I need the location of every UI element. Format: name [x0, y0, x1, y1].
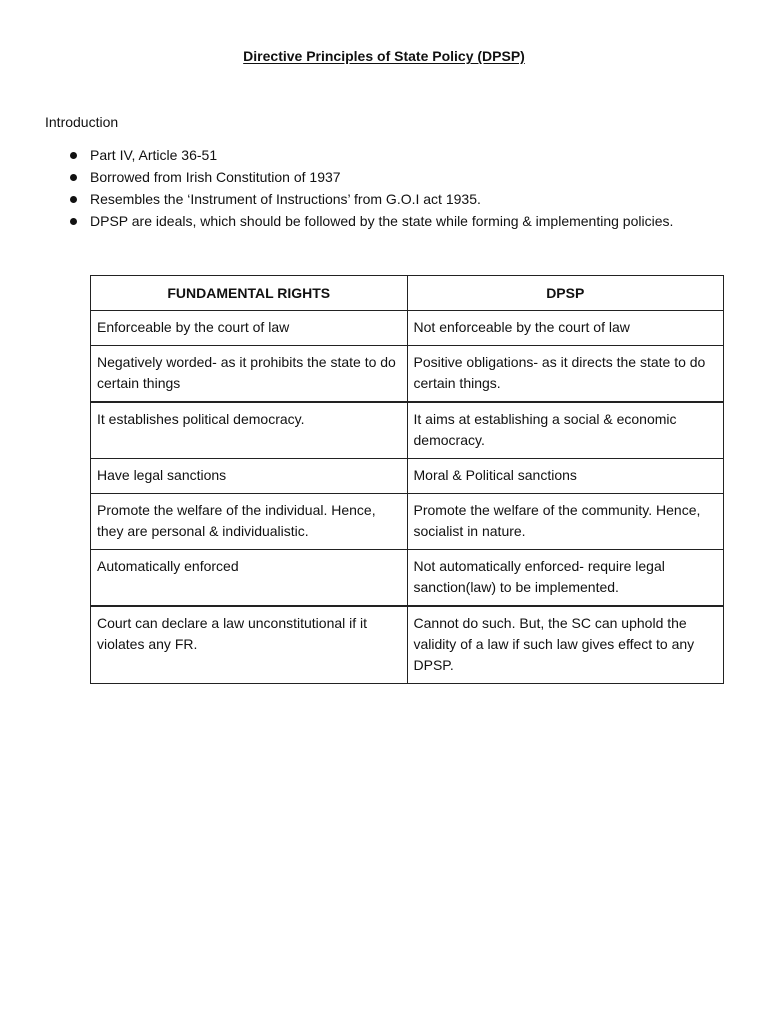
table-cell-dpsp: Positive obligations- as it directs the state to do certain things. [407, 346, 723, 403]
table-row [91, 311, 724, 346]
bullet-dot-icon [70, 196, 77, 203]
table-cell-fr: Automatically enforced [91, 550, 408, 607]
table-row [91, 459, 724, 494]
table-row [91, 494, 724, 550]
table-cell-dpsp: Promote the welfare of the community. Hence, socialist in nature. [407, 494, 723, 550]
table-row [91, 402, 724, 459]
column-header-fundamental-rights: FUNDAMENTAL RIGHTS [91, 276, 408, 311]
comparison-table [90, 275, 724, 684]
table-header-row [91, 276, 724, 311]
table-cell-dpsp: Cannot do such. But, the SC can uphold the validity of a law if such law gives effect to any DPSP. [407, 606, 723, 684]
bullet-item [45, 144, 673, 166]
table-cell-dpsp: It aims at establishing a social & economic democracy. [407, 402, 723, 459]
table-row [91, 346, 724, 403]
bullet-item [45, 166, 673, 188]
table-cell-fr: Court can declare a law unconstitutional if it violates any FR. [91, 606, 408, 684]
introduction-bullet-list [45, 144, 673, 232]
table-cell-dpsp: Moral & Political sanctions [407, 459, 723, 494]
table-cell-dpsp: Not automatically enforced- require legal sanction(law) to be implemented. [407, 550, 723, 607]
introduction-heading: Introduction [45, 114, 119, 130]
bullet-text: Resembles the ‘Instrument of Instructions’ from G.O.I act 1935. [90, 191, 481, 207]
bullet-item [45, 188, 673, 210]
bullet-text: Borrowed from Irish Constitution of 1937 [90, 169, 341, 185]
document-title: Directive Principles of State Policy (DPSP) [243, 48, 525, 64]
table-row [91, 550, 724, 607]
table-cell-fr: Negatively worded- as it prohibits the state to do certain things [91, 346, 408, 403]
table-cell-fr: It establishes political democracy. [91, 402, 408, 459]
bullet-item [45, 210, 673, 232]
table-cell-fr: Have legal sanctions [91, 459, 408, 494]
bullet-dot-icon [70, 174, 77, 181]
column-header-dpsp: DPSP [407, 276, 723, 311]
bullet-dot-icon [70, 152, 77, 159]
bullet-dot-icon [70, 218, 77, 225]
table-row [91, 606, 724, 684]
bullet-text: Part IV, Article 36-51 [90, 147, 218, 163]
table-cell-dpsp: Not enforceable by the court of law [407, 311, 723, 346]
table-cell-fr: Promote the welfare of the individual. Hence, they are personal & individualistic. [91, 494, 408, 550]
bullet-text: DPSP are ideals, which should be followed by the state while forming & implementing policies. [90, 213, 674, 229]
table-cell-fr: Enforceable by the court of law [91, 311, 408, 346]
